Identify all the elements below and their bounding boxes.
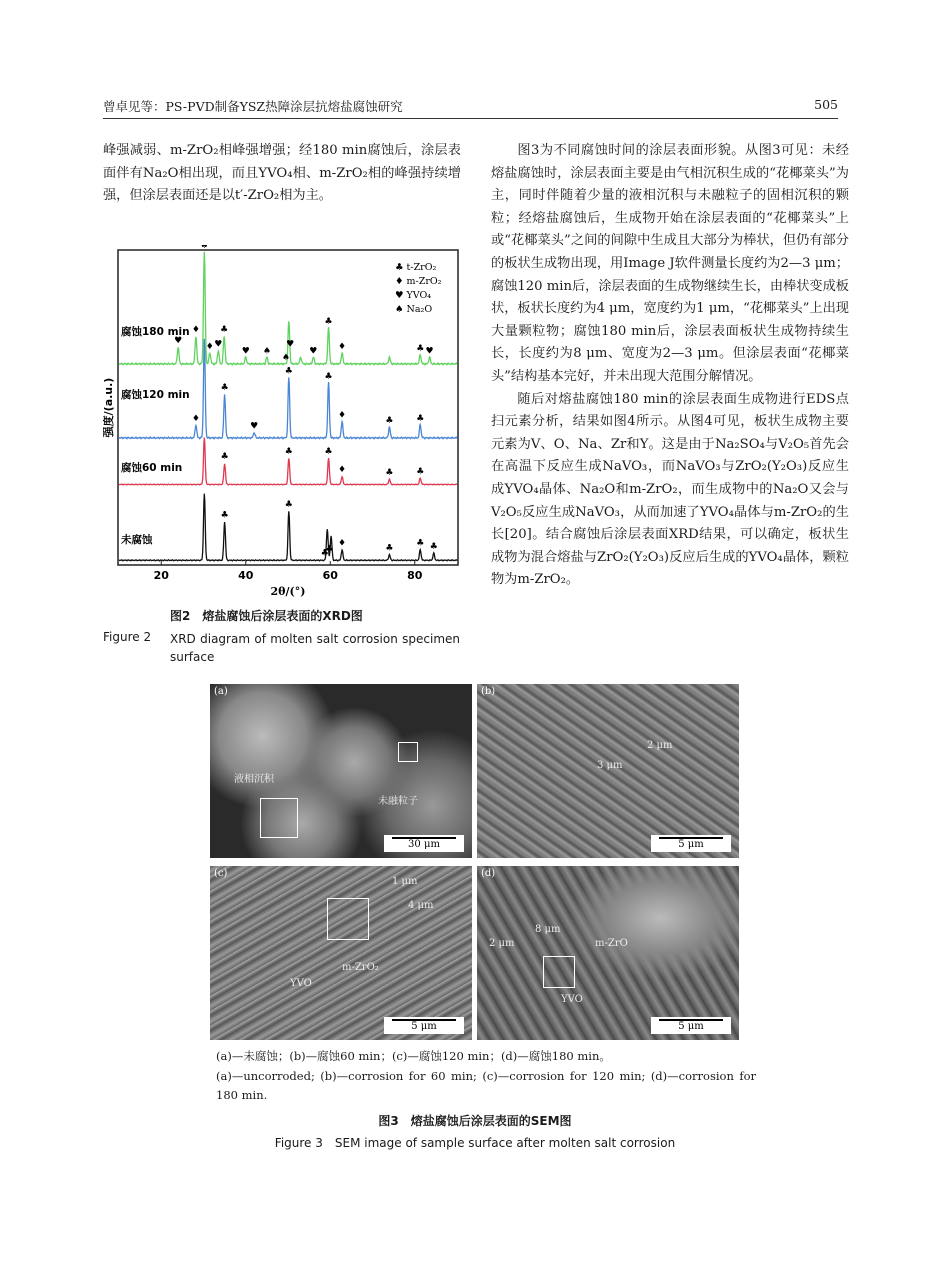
scale-bar: 5 μm: [651, 835, 731, 852]
right-paragraph-2: 随后对熔盐腐蚀180 min的涂层表面生成物进行EDS点扫元素分析，结果如图4所示。从图4可见，板状生成物主要元素为V、O、Na、Zr和Y。这是由于Na₂SO₄与V₂O₅首先会在高温下反应生成NaVO₃，而NaVO₃与ZrO₂(Y₂O₃)反应生成YVO₄晶体、Na₂O和m-ZrO₂，而生成物中的Na₂O又会与V₂O₅反应生成NaVO₃，从而加速了YVO₄晶体与m-ZrO₂的生长[20]。结合腐蚀后涂层表面XRD结果，可以确定，板状生成物为混合熔盐与ZrO₂(Y₂O₃)反应后生成的YVO₄晶体，颗粒物为m-ZrO₂。: [491, 391, 849, 588]
left-paragraph: 峰强减弱、m-ZrO₂相峰强增强；经180 min腐蚀后，涂层表面伴有Na₂O相出现，而且YVO₄相、m-ZrO₂相的峰强持续增强，但涂层表面还是以t′-ZrO₂相为主。: [103, 143, 461, 204]
phase-marker: ♣: [324, 447, 333, 457]
left-column: [103, 140, 461, 208]
x-tick-label: 40: [238, 569, 254, 582]
annotation: 2 μm: [647, 740, 673, 751]
phase-marker: ♥: [250, 421, 259, 432]
highlight-box: [543, 956, 575, 988]
sem-panel-b: [477, 684, 739, 858]
highlight-box: [327, 898, 369, 940]
phase-marker: ♦: [338, 341, 347, 352]
annotation: 3 μm: [597, 760, 623, 771]
x-tick-label: 60: [322, 569, 338, 582]
figure3-caption-zh: 图3 熔盐腐蚀后涂层表面的SEM图: [378, 1114, 572, 1128]
highlight-box: [398, 742, 418, 762]
annotation: 8 μm: [535, 924, 561, 935]
x-tick-label: 20: [153, 569, 169, 582]
figure3-caption-en: Figure 3 SEM image of sample surface after molten salt corrosion: [274, 1136, 676, 1150]
series-label: 腐蚀60 min: [121, 462, 183, 474]
phase-marker: ♥: [309, 346, 318, 357]
annotation: 1 μm: [392, 876, 418, 887]
figure2-caption-en-label: Figure 2: [103, 630, 152, 644]
header-rule: [103, 118, 838, 119]
annotation: 液相沉积: [234, 774, 274, 785]
panel-label: (d): [481, 868, 496, 879]
phase-marker: ♣: [220, 452, 229, 463]
figure3-legend-zh: (a)—未腐蚀；(b)—腐蚀60 min；(c)—腐蚀120 min；(d)—腐蚀180 min。: [216, 1049, 611, 1063]
scale-bar: 5 μm: [384, 1017, 464, 1034]
panel-label: (b): [481, 686, 496, 697]
right-column: [491, 140, 849, 592]
figure3-legend-en: (a)—uncorroded; (b)—corrosion for 60 min; (c)—corrosion for 120 min; (d)—corrosion for 180 min.: [216, 1069, 756, 1102]
figure2-caption-zh: 图2 熔盐腐蚀后涂层表面的XRD图: [170, 609, 363, 623]
legend-entry: ♥ YVO₄: [395, 290, 432, 301]
panel-label: (a): [214, 686, 228, 697]
page-number: 505: [814, 97, 838, 112]
series-label: 腐蚀180 min: [121, 326, 190, 338]
phase-marker: ♥: [214, 339, 223, 350]
phase-marker: ♥: [286, 339, 295, 350]
x-axis-label: 2θ/(°): [270, 585, 306, 598]
annotation: 未融粒子: [378, 796, 418, 807]
phase-marker: ♥: [241, 346, 250, 357]
phase-marker: ♥: [174, 336, 183, 347]
phase-marker: ♠: [262, 346, 271, 357]
legend-entry: ♣ t-ZrO₂: [395, 262, 437, 273]
phase-marker: ♣: [385, 416, 394, 426]
phase-marker: ♣: [220, 325, 229, 335]
figure2-caption-en: XRD diagram of molten salt corrosion specimen surface: [170, 632, 460, 664]
phase-marker: ♠: [200, 245, 209, 251]
annotation: m-ZrO₂: [342, 962, 379, 973]
phase-marker: ♣: [385, 467, 394, 478]
phase-marker: ♦: [191, 325, 200, 335]
sem-panel-c: [210, 866, 472, 1040]
phase-marker: ♣: [220, 383, 229, 393]
y-axis-label: 强度/(a.u.): [103, 377, 115, 438]
phase-marker: ♥: [425, 346, 434, 357]
phase-marker: ♣: [385, 543, 394, 554]
annotation: m-ZrO: [595, 938, 628, 949]
series-label: 未腐蚀: [121, 534, 153, 546]
phase-marker: ♣: [416, 413, 425, 424]
annotation: 4 μm: [408, 900, 434, 911]
phase-marker: ♦: [205, 341, 214, 352]
x-tick-label: 80: [407, 569, 423, 582]
phase-marker: ♦: [338, 538, 347, 549]
right-paragraph-1: 图3为不同腐蚀时间的涂层表面形貌。从图3可见：未经熔盐腐蚀时，涂层表面主要是由气相沉积生成的“花椰菜头”为主，同时伴随着少量的液相沉积与未融粒子的固相沉积的颗粒；经熔盐腐蚀后，生成物开始在涂层表面的“花椰菜头”上或“花椰菜头”之间的间隙中生成且大部分为棒状，但仍有部分的板状生成物出现，用Image J软件测量长度约为2—3 μm；腐蚀120 min后，涂层表面的生成物继续生长，由棒状变成板状，板状长度约为4 μm，宽度约为1 μm，“花椰菜头”上出现大量颗粒物；腐蚀180 min后，涂层表面板状生成物持续生长，长度约为8 μm、宽度为2—3 μm。但涂层表面“花椰菜头”结构基本完好，并未出现大范围分解情况。: [491, 143, 849, 384]
annotation: YVO: [290, 978, 312, 989]
phase-marker: ♣: [324, 372, 333, 382]
phase-marker: ♦: [338, 465, 347, 476]
phase-marker: ♣: [324, 317, 333, 328]
xrd-chart: [103, 245, 468, 600]
scale-bar: 5 μm: [651, 1017, 731, 1034]
phase-marker: ♣: [220, 510, 229, 521]
phase-marker: ♦: [338, 410, 347, 421]
legend-entry: ♦ m-ZrO₂: [395, 276, 442, 287]
phase-marker: ♣: [284, 500, 293, 510]
phase-marker: ♣: [416, 344, 425, 355]
sem-panel-d: [477, 866, 739, 1040]
sem-panel-a: [210, 684, 472, 858]
panel-label: (c): [214, 868, 228, 879]
phase-marker: ♣: [284, 366, 293, 377]
legend-entry: ♠ Na₂O: [395, 304, 433, 315]
highlight-box: [260, 798, 298, 838]
phase-marker: ♣: [325, 544, 334, 555]
running-header: 曾卓见等：PS-PVD制备YSZ热障涂层抗熔盐腐蚀研究: [103, 99, 403, 114]
annotation: YVO: [561, 994, 583, 1005]
series-label: 腐蚀120 min: [121, 389, 190, 401]
phase-marker: ♣: [284, 447, 293, 457]
phase-marker: ♣: [320, 548, 329, 559]
phase-marker: ♣: [416, 538, 425, 549]
scale-bar: 30 μm: [384, 835, 464, 852]
phase-marker: ♠: [281, 352, 290, 363]
phase-marker: ♣: [416, 466, 425, 477]
phase-marker: ♦: [191, 413, 200, 424]
annotation: 2 μm: [489, 938, 515, 949]
xrd-figure: [103, 245, 468, 600]
phase-marker: ♣: [429, 542, 438, 552]
